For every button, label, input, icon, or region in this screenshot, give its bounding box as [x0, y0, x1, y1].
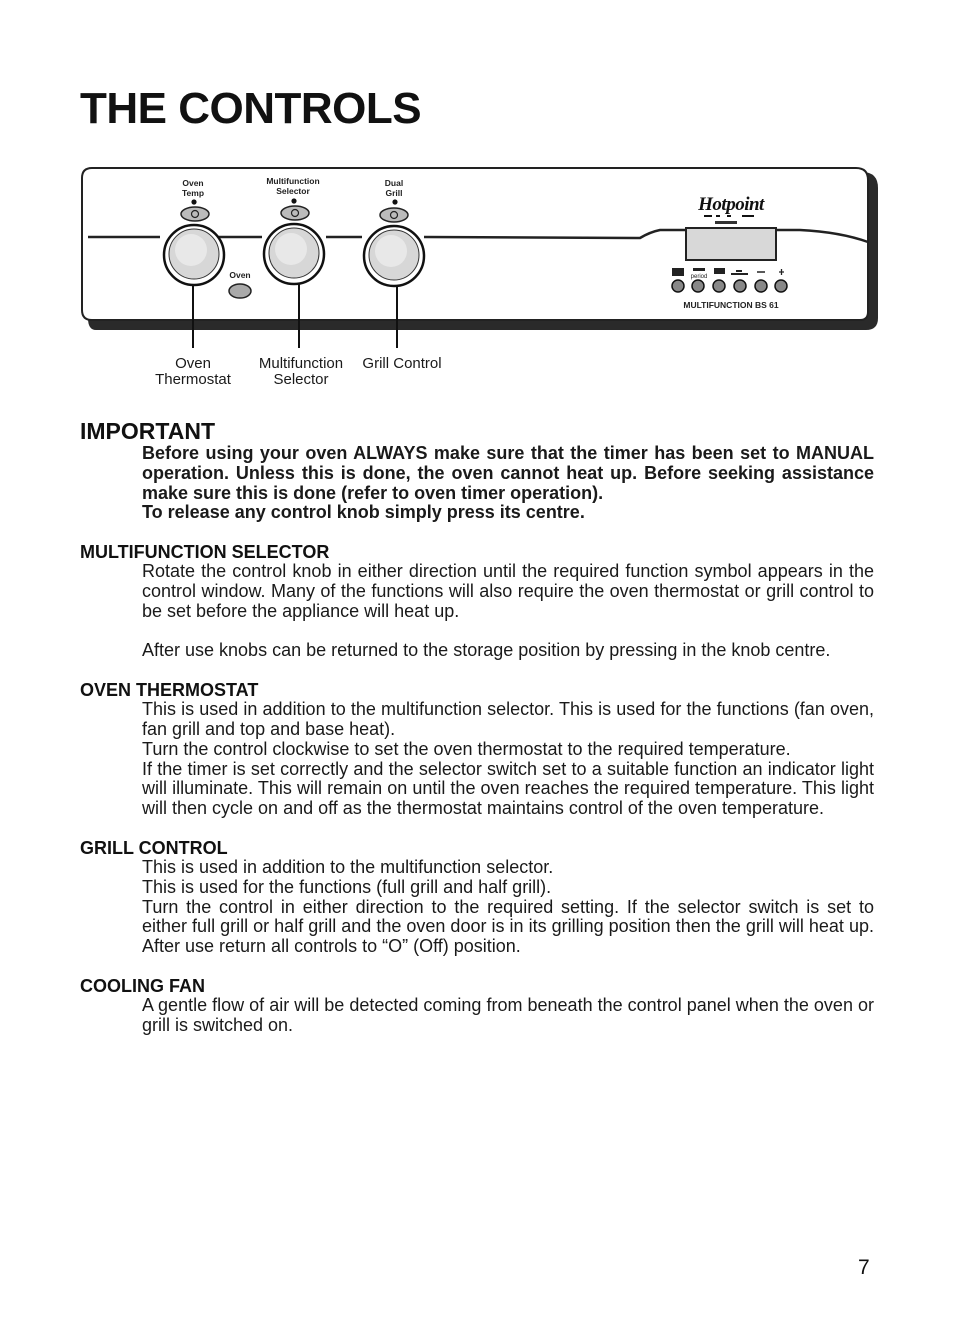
oven-temp-dot	[191, 199, 196, 204]
main-content	[80, 418, 874, 1036]
multifunction-selector-section	[80, 542, 874, 661]
period-label: period	[690, 274, 708, 280]
callout-grill-control: Grill Control	[362, 355, 442, 372]
cooling-fan-paragraph-1: A gentle flow of air will be detected coming from beneath the control panel when the oven or grill is switched on.	[142, 994, 874, 1035]
timer-display	[686, 228, 776, 260]
oven-temp-label-line2: Temp	[181, 188, 205, 198]
callout-multifunction-selector: Multifunction Selector	[258, 355, 344, 388]
dual-grill-label-line2: Grill	[385, 188, 403, 198]
page-number: 7	[858, 1256, 870, 1279]
multifunction-selector-heading: MULTIFUNCTION SELECTOR	[80, 542, 330, 563]
dual-grill-label-line1: Dual	[384, 178, 404, 188]
page-title: THE CONTROLS	[80, 84, 422, 133]
important-body	[142, 444, 874, 523]
timer-symbol-icon	[672, 268, 684, 276]
hotpoint-logo	[697, 194, 765, 217]
grill-paragraph-3: Turn the control in either direction to the required setting. If the selector switch is set to either full grill or half grill and the oven door is in its grilling position then the grill will heat up. After use return all controls to “O” (Off) position.	[142, 896, 874, 957]
thermostat-paragraph-2: Turn the control clockwise to set the oven thermostat to the required temperature.	[142, 738, 791, 759]
dual-grill-light	[380, 208, 408, 222]
oven-indicator-light	[229, 284, 251, 298]
multifunction-paragraph-2: After use knobs can be returned to the storage position by pressing in the knob centre.	[142, 640, 831, 661]
important-heading: IMPORTANT	[80, 418, 216, 444]
important-paragraph-1: Before using your oven ALWAYS make sure that the timer has been set to MANUAL operation. Unless this is done, the oven cannot heat up. Before seeking assistance make sure this is done (refer to oven timer operation).	[142, 443, 874, 503]
multifunction-selector-knob[interactable]	[264, 224, 324, 284]
thermostat-paragraph-1: This is used in addition to the multifunction selector. This is used for the functions (fan oven, fan grill and top and base heat).	[142, 699, 874, 739]
multifunction-label-line1: Multifunction	[266, 176, 320, 186]
grill-control-heading: GRILL CONTROL	[80, 837, 228, 858]
callout-oven-thermostat: Oven Thermostat	[155, 355, 231, 388]
model-label: MULTIFUNCTION BS 61	[683, 300, 779, 310]
control-panel-illustration	[0, 0, 954, 400]
oven-thermostat-heading: OVEN THERMOSTAT	[80, 680, 259, 701]
grill-control-knob[interactable]	[364, 226, 424, 286]
thermostat-paragraph-3: If the timer is set correctly and the selector switch set to a suitable function an indicator light will illuminate. This will remain on until the oven reaches the required temperature. This light will then cycle on and off as the thermostat maintains control of the oven temperature.	[142, 758, 874, 819]
dual-grill-dot	[392, 199, 397, 204]
cooling-fan-section	[80, 976, 874, 1036]
oven-thermostat-section	[80, 680, 874, 819]
control-panel-diagram	[0, 0, 954, 400]
grill-paragraph-1: This is used in addition to the multifunction selector.	[142, 856, 554, 877]
cooling-fan-heading: COOLING FAN	[80, 975, 205, 996]
multifunction-paragraph-1: Rotate the control knob in either direction until the required function symbol appears in the control window. Many of the functions will also require the oven thermostat or grill control to be set before the appliance will heat up.	[142, 561, 874, 621]
oven-temp-label-line1: Oven	[182, 178, 204, 188]
oven-thermostat-knob[interactable]	[164, 225, 224, 285]
multifunction-label-line2: Selector	[276, 186, 310, 196]
grill-paragraph-2: This is used for the functions (full grill and half grill).	[142, 876, 552, 897]
oven-light-label: Oven	[229, 270, 251, 280]
multifunction-dot	[291, 198, 296, 203]
grill-control-section	[80, 838, 874, 957]
multifunction-light	[281, 206, 309, 220]
important-paragraph-2: To release any control knob simply press its centre.	[142, 502, 585, 523]
end-symbol-icon	[714, 268, 725, 274]
oven-temp-light	[181, 207, 209, 221]
svg-text:Hotpoint: Hotpoint	[698, 194, 764, 215]
